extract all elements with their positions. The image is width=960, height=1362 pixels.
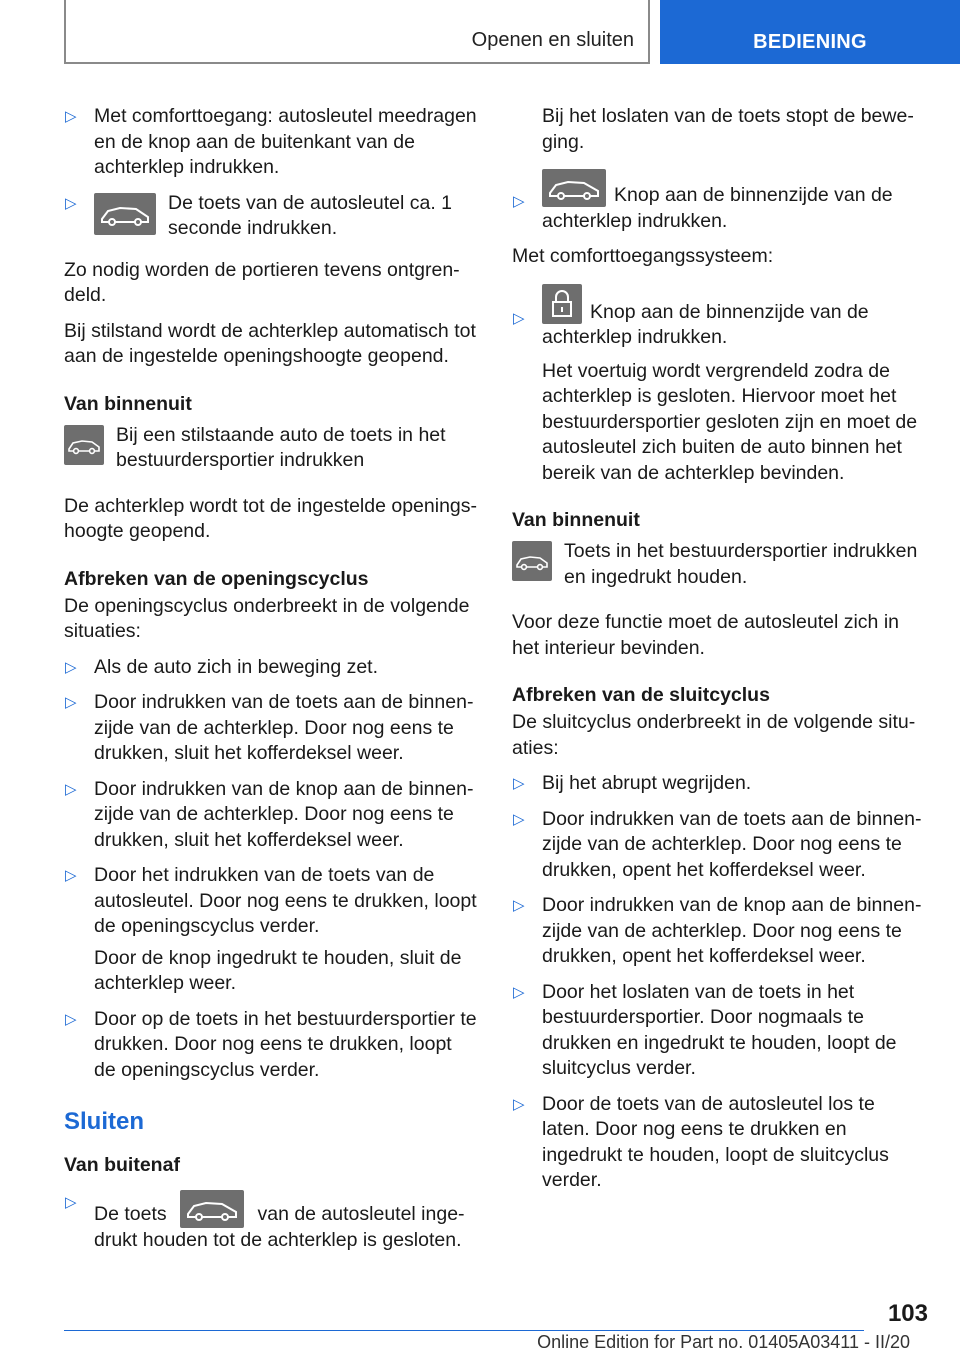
paragraph: De achterklep wordt tot de ingestelde openingshoogte geopend. [64,494,478,542]
list-item [64,1007,478,1084]
car-tailgate-icon [64,425,104,465]
list-item-text: Door op de toets in het bestuurdersportier te drukken. Door nog eens te drukken, loopt de openingscyclus verder. [94,1007,477,1081]
bullet-marker-icon: ▷ [65,867,77,884]
list-item-text: Door indrukken van de knop aan de binnenzijde van de achterklep. Door nog eens te drukken, opent het kofferdeksel weer. [542,894,922,967]
subheading-van-binnenuit: Van binnenuit [512,509,640,531]
footer-divider [64,1330,864,1331]
list-item [512,1092,926,1194]
list-item-text: Het voertuig wordt vergrendeld zodra de achterklep is gesloten. Hiervoor moet het bestuurdersportier gesloten zijn en moet de autosleutel zich buiten de auto binnen het bereik van de achterklep bevinden. [542,359,918,484]
paragraph: Met comforttoegangssysteem: [512,245,774,267]
list-item [512,169,926,234]
paragraph: Bij stilstand wordt de achterklep automatisch tot aan de ingestelde openingshoogte geopend. [64,319,476,367]
bullet-marker-icon: ▷ [513,193,525,210]
subheading-van-buitenaf: Van buitenaf [64,1153,180,1176]
bullet-marker-icon: ▷ [513,309,525,327]
list-item [64,1190,478,1254]
list-item [64,655,478,681]
bullet-marker-icon: ▷ [513,983,525,1001]
header-chapter-tab[interactable] [660,0,960,64]
paragraph: Bij een stilstaande auto de toets in het bestuurdersportier indrukken [116,423,446,471]
header-section-title [64,0,650,64]
left-column [64,104,478,1263]
chapter-title-text: BEDIENING [753,31,867,53]
bullet-marker-icon: ▷ [513,775,525,792]
bullet-marker-icon: ▷ [513,897,525,914]
list-item [64,191,478,248]
list-item-text: Knop aan de binnenzijde van de achterklep indrukken. [542,184,893,232]
lock-icon [542,284,582,324]
bullet-marker-icon: ▷ [65,780,77,798]
list-item-text: Door de knop ingedrukt te houden, sluit de achterklep weer. [94,946,462,994]
subheading-van-binnenuit: Van binnenuit [64,392,192,415]
bullet-marker-icon: ▷ [513,1095,525,1113]
section-title-text: Openen en sluiten [471,29,634,51]
list-item-text: Door indrukken van de toets aan de binnenzijde van de achterklep. Door nog eens te drukken, opent het kofferdeksel weer. [542,807,922,881]
list-item [512,980,926,1082]
list-item-text: Door het loslaten van de toets in het bestuurdersportier. Door nogmaals te drukken en ingedrukt te houden, loopt de sluitcyclus verder. [542,980,897,1079]
paragraph: Zo nodig worden de portieren tevens ontgrendeld. [64,258,460,306]
list-item-text: Bij het abrupt wegrijden. [542,772,752,794]
page-number: 103 [887,1300,928,1327]
paragraph: Voor deze functie moet de autosleutel zich in het interieur bevinden. [512,611,899,659]
footer-edition: Online Edition for Part no. 01405A03411 - II/20 [537,1332,910,1352]
list-item-text: Door het indrukken van de toets van de autosleutel. Door nog eens te drukken, loopt de openingscyclus verder. [94,864,477,937]
list-item-text [94,1190,478,1254]
bullet-marker-icon: ▷ [65,694,77,711]
list-item-text-part: van de autosleutel ingedrukt houden tot de achterklep is gesloten. [94,1202,465,1251]
car-tailgate-icon [94,193,156,235]
list-item-text: Knop aan de binnenzijde van de achterklep indrukken. [542,300,869,348]
paragraph: De sluitcyclus onderbreekt in de volgende situaties: [512,711,916,759]
car-tailgate-icon [542,169,606,207]
list-item-text-part: De toets [94,1202,167,1225]
list-item [512,284,926,487]
list-item-text: Als de auto zich in beweging zet. [94,655,379,678]
list-item-text: Door de toets van de autosleutel los te laten. Door nog eens te drukken en ingedrukt te houden, loopt de sluitcyclus verder. [542,1092,889,1191]
car-tailgate-icon [512,541,552,581]
list-item-text: Door indrukken van de knop aan de binnenzijde van de achterklep. Door nog eens te drukken, sluit het kofferdeksel weer. [94,777,474,851]
bullet-marker-icon: ▷ [65,1193,77,1211]
heading-sluiten: Sluiten [64,1108,145,1135]
paragraph: De openingscyclus onderbreekt in de volgende situaties: [64,594,470,642]
bullet-marker-icon: ▷ [513,810,525,828]
car-tailgate-icon [180,1190,244,1228]
list-item [64,690,478,767]
subheading-afbreken: Afbreken van de openingscyclus [64,567,369,590]
list-item [64,863,478,997]
list-item-text: Door indrukken van de toets aan de binnenzijde van de achterklep. Door nog eens te drukken, sluit het kofferdeksel weer. [94,691,474,764]
list-item-text: Met comforttoegang: autosleutel meedragen en de knop aan de buitenkant van de achterklep indrukken. [94,105,477,178]
paragraph: Toets in het bestuurdersportier indrukken en ingedrukt houden. [564,540,918,588]
bullet-marker-icon: ▷ [65,658,77,676]
list-item [512,771,926,797]
subheading-afbreken: Afbreken van de sluitcyclus [512,684,770,706]
list-item [64,104,478,181]
list-item [512,807,926,884]
bullet-marker-icon: ▷ [65,108,77,125]
bullet-marker-icon: ▷ [65,1010,77,1028]
list-item [64,777,478,854]
bullet-marker-icon: ▷ [65,194,77,212]
paragraph: Bij het loslaten van de toets stopt de beweging. [542,105,914,153]
list-item [512,893,926,970]
right-column [512,104,926,1204]
list-item-text: De toets van de autosleutel ca. 1 seconde indrukken. [168,191,453,239]
